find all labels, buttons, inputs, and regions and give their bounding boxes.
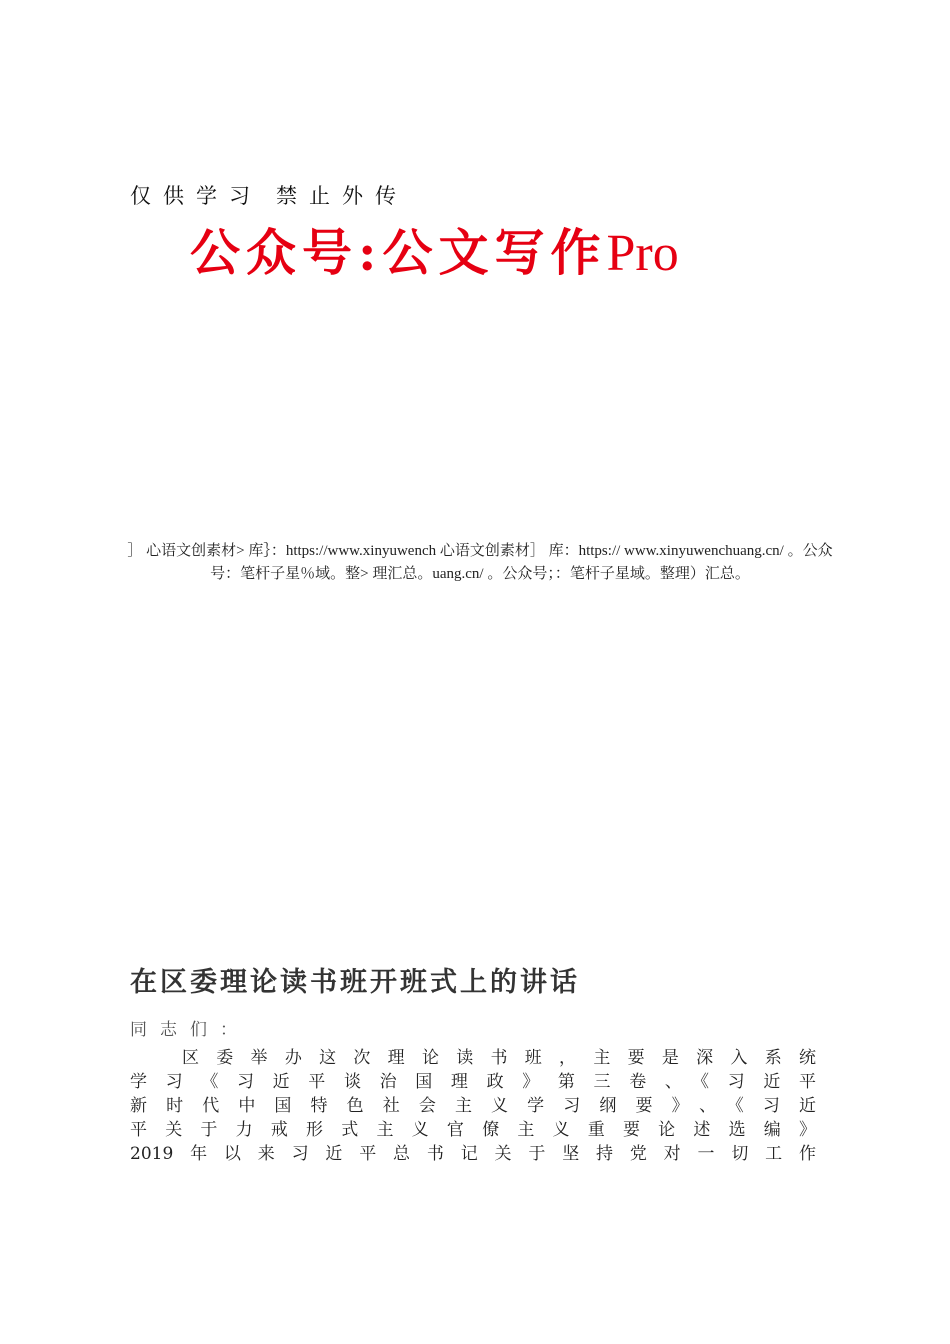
body-line: 2019年以来习近平总书记关于坚持党对一切工作 bbox=[130, 1144, 816, 1164]
body-line: 区委举办这次理论读书班，主要是深入系统 bbox=[182, 1048, 816, 1068]
document-title: 在区委理论读书班开班式上的讲话 bbox=[130, 967, 580, 998]
watermark-text: ］ 心语文创素材> 库｝：https://www.xinyuwench 心语文创素材］ 库：https:// www.xinyuwenchuang.cn/ 。公众号：笔杆子星％域。整> 理汇总。uang.cn/ 。公众号；：笔杆子星域。整理）汇总。 bbox=[127, 543, 833, 582]
body-line: 平关于力戒形式主义官僚主义重要论述选编》 bbox=[130, 1120, 816, 1140]
brand-chinese-text: 公众号:公文写作 bbox=[190, 223, 607, 282]
notice-no-distribution: 禁止外传 bbox=[276, 184, 408, 208]
restricted-notice bbox=[130, 180, 408, 210]
brand-banner bbox=[190, 223, 679, 282]
salutation: 同志们： bbox=[130, 1020, 250, 1040]
notice-study-only: 仅供学习 bbox=[130, 184, 262, 208]
brand-latin-text: Pro bbox=[606, 225, 679, 282]
body-line: 学习《习近平谈治国理政》第三卷、《习近平 bbox=[130, 1072, 816, 1092]
body-paragraph bbox=[130, 1046, 816, 1166]
body-line: 新时代中国特色社会主义学习纲要》、《习近 bbox=[130, 1096, 816, 1116]
